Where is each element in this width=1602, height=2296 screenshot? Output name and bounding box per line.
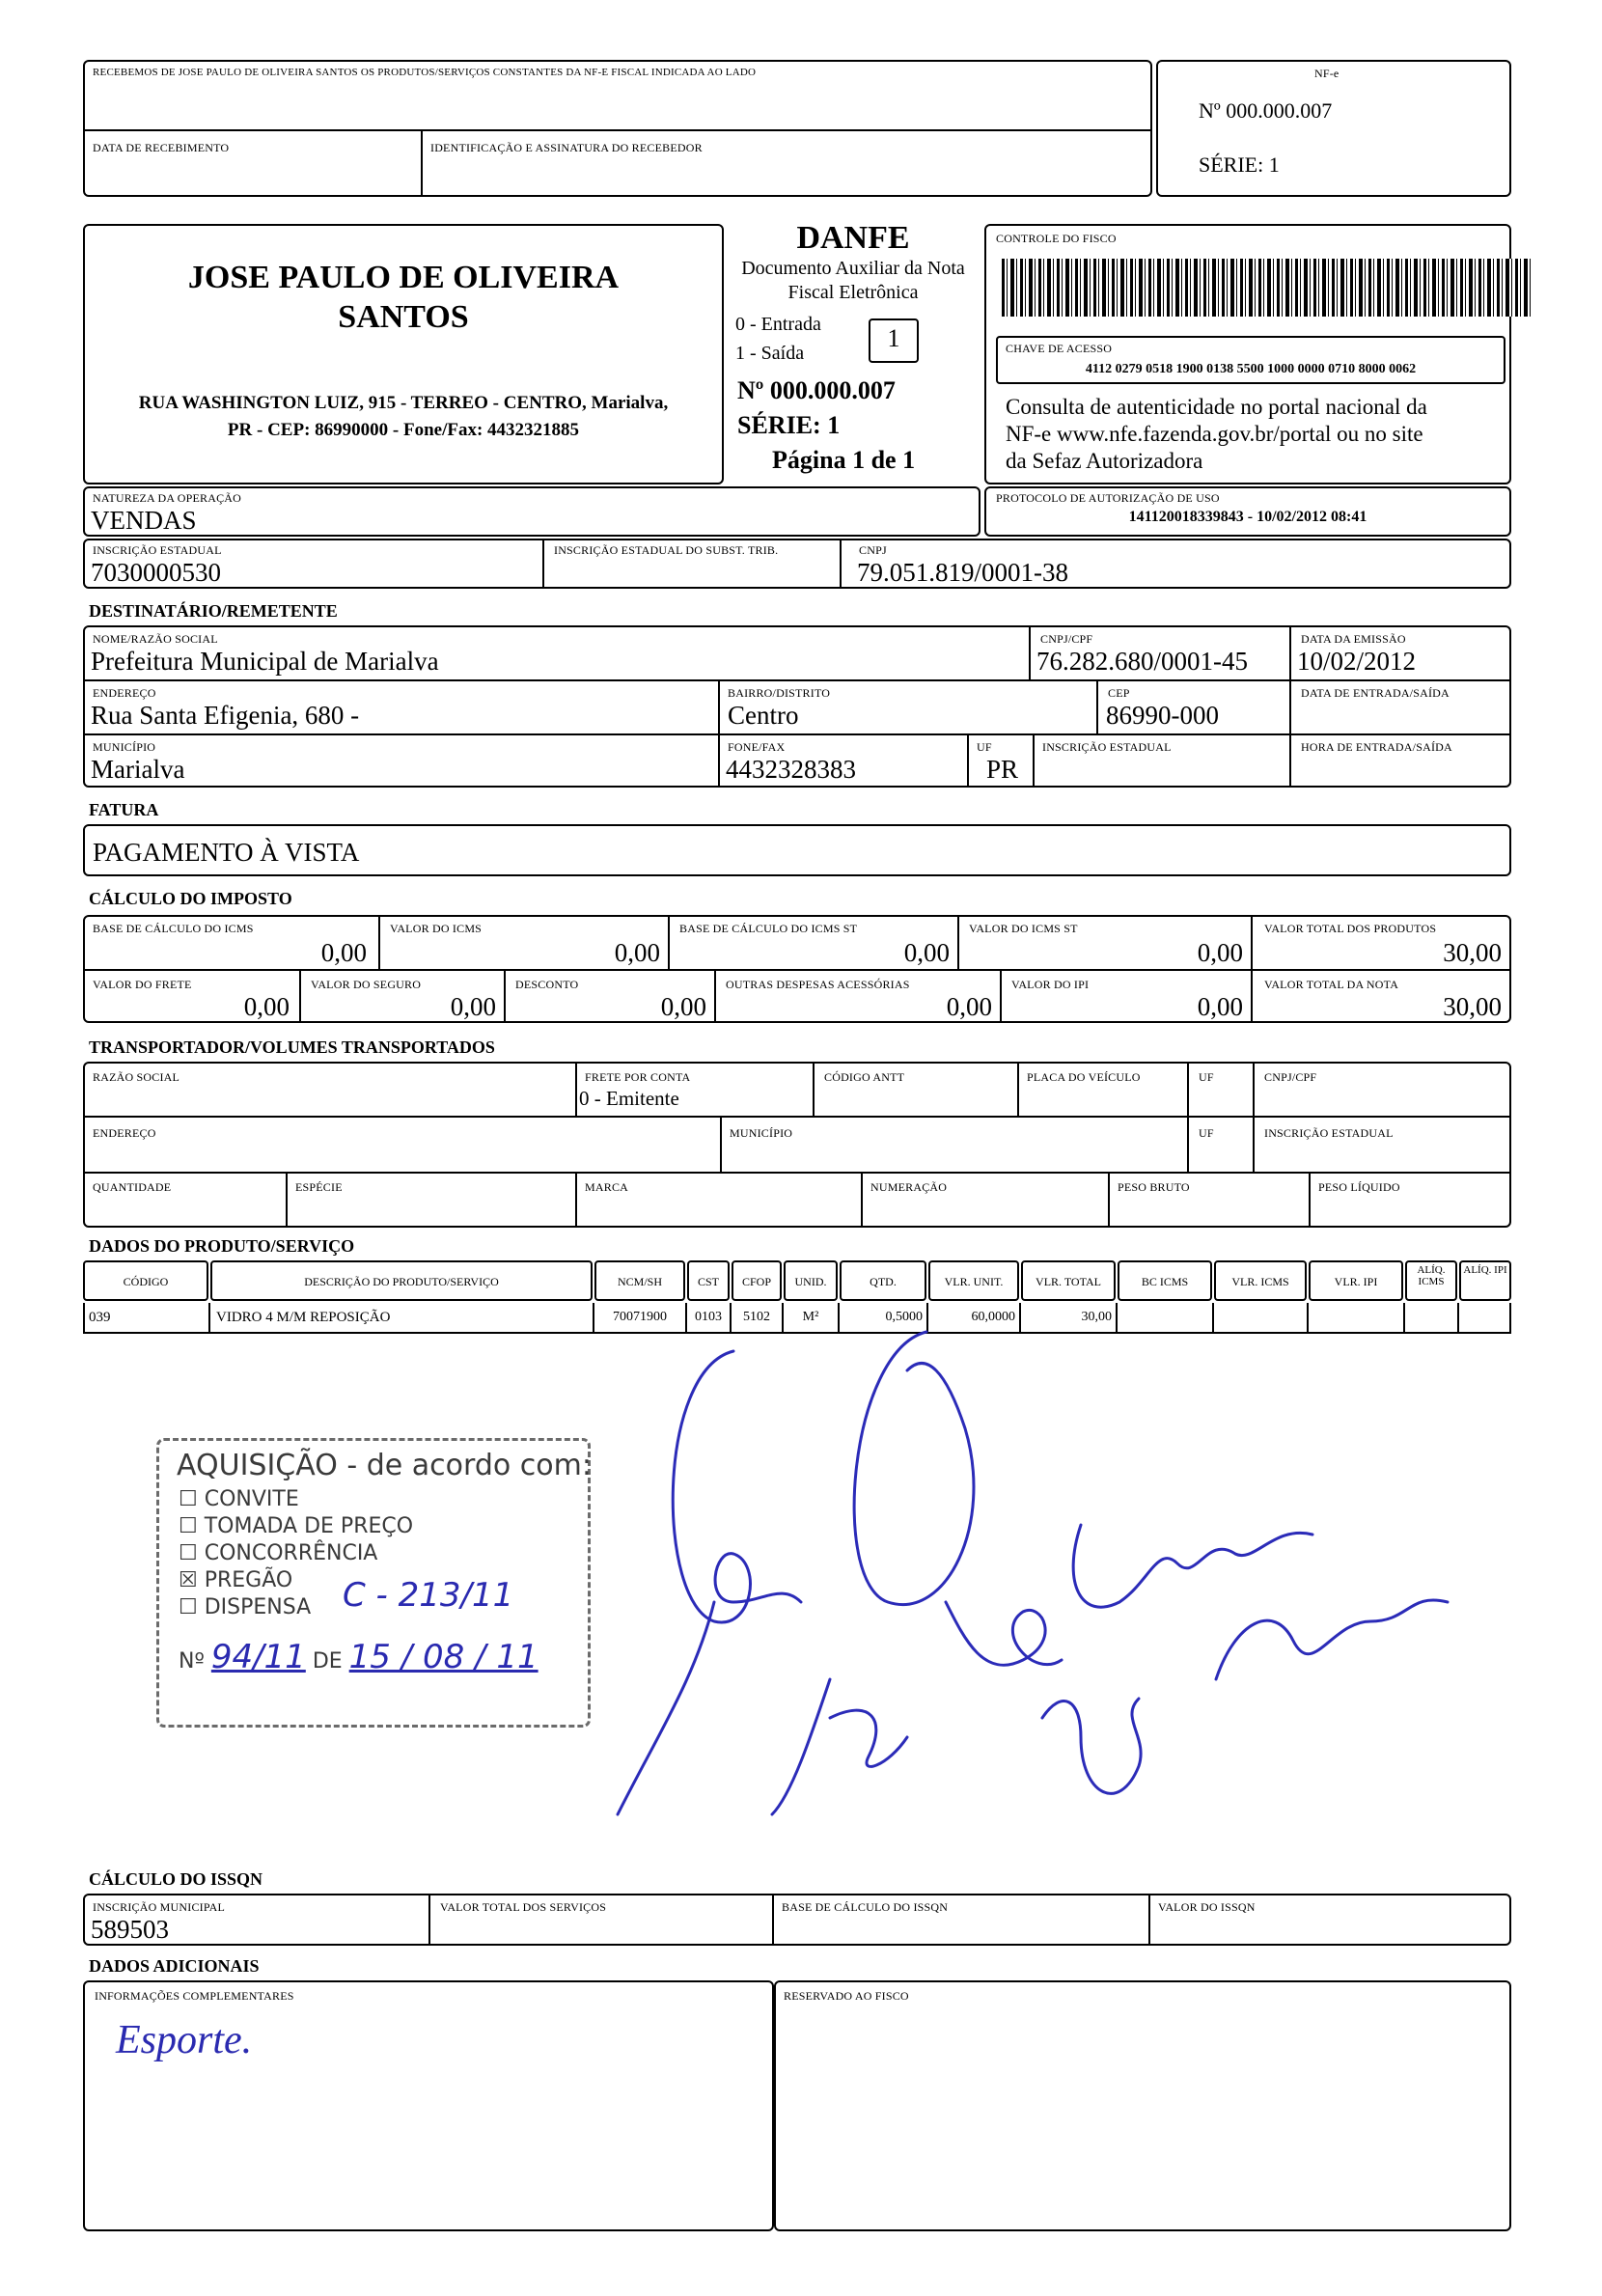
transp-frete-label: FRETE POR CONTA [585, 1070, 691, 1084]
divider [83, 733, 1511, 735]
dest-hora-label: HORA DE ENTRADA/SAÍDA [1301, 740, 1452, 754]
bc-icms-label: BASE DE CÁLCULO DO ICMS [93, 922, 254, 935]
divider [840, 539, 842, 589]
th-aliq-ipi: ALÍQ. IPI [1463, 1264, 1507, 1276]
transp-ie-label: INSCRIÇÃO ESTADUAL [1264, 1126, 1394, 1140]
divider [813, 1062, 815, 1116]
bc-icms: 0,00 [320, 938, 367, 967]
consulta-1: Consulta de autenticidade no portal nacional da [1006, 395, 1427, 419]
transp-especie-label: ESPÉCIE [295, 1180, 343, 1194]
divider [83, 969, 1511, 971]
transportador-section: TRANSPORTADOR/VOLUMES TRANSPORTADOS [89, 1037, 495, 1057]
frete: 0,00 [243, 992, 290, 1021]
stamp-option-dispensa-label: DISPENSA [204, 1595, 312, 1619]
dest-cnpj: 76.282.680/0001-45 [1036, 647, 1248, 676]
transportador-box [83, 1062, 1511, 1228]
destinatario-section: DESTINATÁRIO/REMETENTE [89, 601, 338, 621]
divider [1253, 1062, 1255, 1172]
row-descricao: VIDRO 4 M/M REPOSIÇÃO [216, 1310, 391, 1325]
th-bc-icms: BC ICMS [1141, 1275, 1189, 1288]
divider [208, 1303, 210, 1334]
divider [1148, 1894, 1150, 1946]
stamp-option-dispensa: ☐ DISPENSA [179, 1595, 312, 1619]
frete-label: VALOR DO FRETE [93, 978, 192, 991]
divider [1187, 1062, 1189, 1172]
divider [1029, 625, 1031, 679]
ipi-label: VALOR DO IPI [1011, 978, 1090, 991]
divider [1251, 915, 1253, 1023]
danfe-tipo: 1 [887, 324, 900, 352]
divider [861, 1172, 863, 1228]
total-nota: 30,00 [1443, 992, 1502, 1021]
icms: 0,00 [614, 938, 660, 967]
divider [421, 129, 423, 197]
th-ncm: NCM/SH [617, 1275, 662, 1288]
chave-label: CHAVE DE ACESSO [1006, 342, 1113, 355]
transp-cnpj-label: CNPJ/CPF [1264, 1070, 1317, 1084]
protocolo-label: PROTOCOLO DE AUTORIZAÇÃO DE USO [996, 491, 1220, 505]
desconto: 0,00 [660, 992, 706, 1021]
seguro-label: VALOR DO SEGURO [311, 978, 422, 991]
transp-uf2-label: UF [1199, 1126, 1214, 1140]
danfe-numero: Nº 000.000.007 [737, 376, 896, 404]
divider [967, 733, 969, 788]
danfe-subtitle-1: Documento Auxiliar da Nota [741, 258, 965, 279]
divider [575, 1062, 577, 1116]
emitente-address-1: RUA WASHINGTON LUIZ, 915 - TERREO - CENTRO, Marialva, [138, 393, 669, 413]
transp-antt-label: CÓDIGO ANTT [824, 1070, 905, 1084]
cnpj-label: CNPJ [859, 543, 887, 557]
stamp-option-convite-label: CONVITE [204, 1487, 299, 1511]
dest-endereco: Rua Santa Efigenia, 680 - [91, 701, 360, 730]
divider [772, 1894, 774, 1946]
divider [83, 679, 1511, 681]
divider [575, 1172, 577, 1228]
divider [1309, 1172, 1311, 1228]
ie-value: 7030000530 [91, 558, 221, 587]
stamp-num-prefix: Nº [179, 1649, 205, 1674]
dest-nome-label: NOME/RAZÃO SOCIAL [93, 632, 218, 646]
fatura-value: PAGAMENTO À VISTA [93, 838, 360, 867]
row-vlr-total: 30,00 [1081, 1310, 1112, 1324]
info-complementares-label: INFORMAÇÕES COMPLEMENTARES [95, 1989, 294, 2003]
dest-entrada-saida-label: DATA DE ENTRADA/SAÍDA [1301, 686, 1450, 700]
danfe-entrada: 0 - Entrada [735, 314, 821, 335]
handwritten-signatures [540, 1310, 1505, 1853]
bc-st-label: BASE DE CÁLCULO DO ICMS ST [679, 922, 858, 935]
divider [83, 1172, 1511, 1174]
icms-label: VALOR DO ICMS [390, 922, 483, 935]
natureza-label: NATUREZA DA OPERAÇÃO [93, 491, 242, 505]
th-descricao: DESCRIÇÃO DO PRODUTO/SERVIÇO [304, 1275, 499, 1288]
total-nota-label: VALOR TOTAL DA NOTA [1264, 978, 1399, 991]
issqn-im: 589503 [91, 1915, 169, 1944]
icms-st-label: VALOR DO ICMS ST [969, 922, 1078, 935]
dest-uf-label: UF [977, 740, 992, 754]
identificacao-label: IDENTIFICAÇÃO E ASSINATURA DO RECEBEDOR [430, 141, 703, 154]
divider [1096, 679, 1098, 733]
dest-bairro: Centro [728, 701, 799, 730]
transp-frete: 0 - Emitente [579, 1087, 679, 1110]
dest-cep-label: CEP [1108, 686, 1130, 700]
transp-marca-label: MARCA [585, 1180, 629, 1194]
divider [718, 679, 720, 788]
danfe-serie: SÉRIE: 1 [737, 411, 841, 439]
danfe-title: DANFE [796, 220, 910, 256]
dest-municipio: Marialva [91, 755, 185, 784]
dest-bairro-label: BAIRRO/DISTRITO [728, 686, 831, 700]
row-cfop: 5102 [743, 1310, 770, 1324]
natureza-value: VENDAS [91, 506, 197, 535]
divider [714, 969, 716, 1023]
divider [1000, 969, 1002, 1023]
dest-fone: 4432328383 [726, 755, 856, 784]
dest-emissao-label: DATA DA EMISSÃO [1301, 632, 1406, 646]
danfe-pagina: Página 1 de 1 [772, 446, 916, 474]
th-vlr-ipi: VLR. IPI [1334, 1275, 1378, 1288]
produtos-section: DADOS DO PRODUTO/SERVIÇO [89, 1236, 355, 1256]
stamp-option-pregao-label: PREGÃO [204, 1568, 293, 1592]
ie-st-label: INSCRIÇÃO ESTADUAL DO SUBST. TRIB. [554, 543, 779, 557]
th-vlr-total: VLR. TOTAL [1036, 1275, 1101, 1288]
transp-peso-bruto-label: PESO BRUTO [1118, 1180, 1190, 1194]
canhoto-serie: SÉRIE: 1 [1199, 152, 1280, 177]
stamp-option-convite: ☐ CONVITE [179, 1487, 299, 1511]
barcode-image [1002, 259, 1533, 317]
dest-fone-label: FONE/FAX [728, 740, 786, 754]
icms-st: 0,00 [1197, 938, 1243, 967]
row-cst: 0103 [695, 1310, 722, 1324]
th-cst: CST [697, 1275, 719, 1288]
divider [286, 1172, 288, 1228]
ie-label: INSCRIÇÃO ESTADUAL [93, 543, 222, 557]
th-qtd: QTD. [870, 1275, 897, 1288]
row-qtd: 0,5000 [885, 1310, 923, 1324]
dest-ie-label: INSCRIÇÃO ESTADUAL [1042, 740, 1172, 754]
issqn-valor-label: VALOR DO ISSQN [1158, 1900, 1256, 1914]
bc-st: 0,00 [903, 938, 950, 967]
total-prod-label: VALOR TOTAL DOS PRODUTOS [1264, 922, 1437, 935]
divider [668, 915, 670, 969]
divider [83, 1116, 1511, 1118]
stamp-number-line [179, 1638, 539, 1676]
protocolo-value: 141120018339843 - 10/02/2012 08:41 [1128, 509, 1367, 525]
stamp-de: DE [312, 1649, 343, 1674]
danfe-saida: 1 - Saída [735, 343, 805, 364]
stamp-option-tomada-label: TOMADA DE PREÇO [204, 1514, 414, 1538]
dest-uf: PR [986, 755, 1019, 784]
emitente-name: JOSE PAULO DE OLIVEIRA SANTOS [187, 260, 620, 335]
divider [1017, 1062, 1019, 1116]
outras-label: OUTRAS DESPESAS ACESSÓRIAS [726, 978, 910, 991]
data-recebimento-label: DATA DE RECEBIMENTO [93, 141, 230, 154]
divider [957, 915, 959, 969]
divider [1108, 1172, 1110, 1228]
divider [83, 129, 1152, 131]
divider [378, 915, 380, 969]
row-vlr-unit: 60,0000 [971, 1310, 1015, 1324]
transp-uf-label: UF [1199, 1070, 1214, 1084]
desconto-label: DESCONTO [515, 978, 579, 991]
row-codigo: 039 [89, 1310, 111, 1325]
controle-fisco-label: CONTROLE DO FISCO [996, 232, 1117, 245]
stamp-option-tomada: ☐ TOMADA DE PREÇO [179, 1514, 414, 1538]
stamp-option-concorrencia: ☐ CONCORRÊNCIA [179, 1541, 378, 1565]
divider [1289, 625, 1291, 788]
seguro: 0,00 [450, 992, 496, 1021]
dest-emissao: 10/02/2012 [1297, 647, 1417, 676]
divider [1033, 733, 1035, 788]
dest-nome: Prefeitura Municipal de Marialva [91, 647, 439, 676]
dest-municipio-label: MUNICÍPIO [93, 740, 156, 754]
emitente-address-2: PR - CEP: 86990000 - Fone/Fax: 4432321885 [227, 420, 580, 440]
stamp-option-concorrencia-label: CONCORRÊNCIA [204, 1541, 378, 1565]
nfe-label: NF-e [1314, 67, 1340, 80]
transp-municipio-label: MUNICÍPIO [730, 1126, 793, 1140]
issqn-bc-label: BASE DE CÁLCULO DO ISSQN [782, 1900, 949, 1914]
th-vlr-unit: VLR. UNIT. [944, 1275, 1004, 1288]
cnpj-value: 79.051.819/0001-38 [857, 558, 1068, 587]
inscricao-box [83, 539, 1511, 589]
canhoto-recebemos: RECEBEMOS DE JOSE PAULO DE OLIVEIRA SANTOS OS PRODUTOS/SERVIÇOS CONSTANTES DA NF-E FISCAL INDICADA AO LADO [93, 67, 757, 78]
consulta-2: NF-e www.nfe.fazenda.gov.br/portal ou no site [1006, 422, 1423, 446]
transp-qtd-label: QUANTIDADE [93, 1180, 172, 1194]
chave-value: 4112 0279 0518 1900 0138 5500 1000 0000 0710 8000 0062 [1085, 362, 1417, 376]
th-cfop: CFOP [741, 1275, 772, 1288]
dest-cep: 86990-000 [1106, 701, 1219, 730]
danfe-subtitle-2: Fiscal Eletrônica [787, 282, 919, 303]
transp-endereco-label: ENDEREÇO [93, 1126, 156, 1140]
transp-razao-label: RAZÃO SOCIAL [93, 1070, 180, 1084]
th-vlr-icms: VLR. ICMS [1231, 1275, 1289, 1288]
canhoto-numero: Nº 000.000.007 [1199, 98, 1333, 123]
divider [299, 969, 301, 1023]
canhoto-block [83, 60, 1152, 197]
row-unid: M² [802, 1310, 819, 1324]
outras: 0,00 [946, 992, 992, 1021]
stamp-title: AQUISIÇÃO - de acordo com: [177, 1449, 592, 1482]
row-ncm: 70071900 [613, 1310, 667, 1324]
stamp-date: 15 / 08 / 11 [348, 1638, 539, 1676]
transp-numeracao-label: NUMERAÇÃO [870, 1180, 948, 1194]
transp-peso-liquido-label: PESO LÍQUIDO [1318, 1180, 1400, 1194]
reservado-fisco-box [774, 1980, 1511, 2231]
dest-endereco-label: ENDEREÇO [93, 686, 156, 700]
consulta-3: da Sefaz Autorizadora [1006, 449, 1203, 473]
total-prod: 30,00 [1443, 938, 1502, 967]
info-handwritten: Esporte. [116, 2018, 253, 2062]
fatura-section: FATURA [89, 800, 159, 819]
imposto-section: CÁLCULO DO IMPOSTO [89, 889, 292, 908]
reservado-fisco-label: RESERVADO AO FISCO [784, 1989, 909, 2003]
th-aliq-icms: ALÍQ. ICMS [1417, 1264, 1446, 1287]
ipi: 0,00 [1197, 992, 1243, 1021]
stamp-num: 94/11 [210, 1638, 306, 1676]
divider [428, 1894, 430, 1946]
aquisicao-stamp [156, 1438, 591, 1728]
adicionais-section: DADOS ADICIONAIS [89, 1956, 260, 1976]
issqn-section: CÁLCULO DO ISSQN [89, 1869, 263, 1889]
transp-placa-label: PLACA DO VEÍCULO [1027, 1070, 1141, 1084]
dest-cnpj-label: CNPJ/CPF [1040, 632, 1093, 646]
issqn-total-label: VALOR TOTAL DOS SERVIÇOS [440, 1900, 607, 1914]
issqn-im-label: INSCRIÇÃO MUNICIPAL [93, 1900, 226, 1914]
th-unid: UNID. [794, 1275, 827, 1288]
stamp-pregao-handwritten: C - 213/11 [343, 1576, 514, 1615]
divider [504, 969, 506, 1023]
divider [542, 539, 544, 589]
th-codigo: CÓDIGO [123, 1275, 169, 1288]
divider [720, 1116, 722, 1172]
stamp-option-pregao: ☒ PREGÃO [179, 1568, 293, 1592]
